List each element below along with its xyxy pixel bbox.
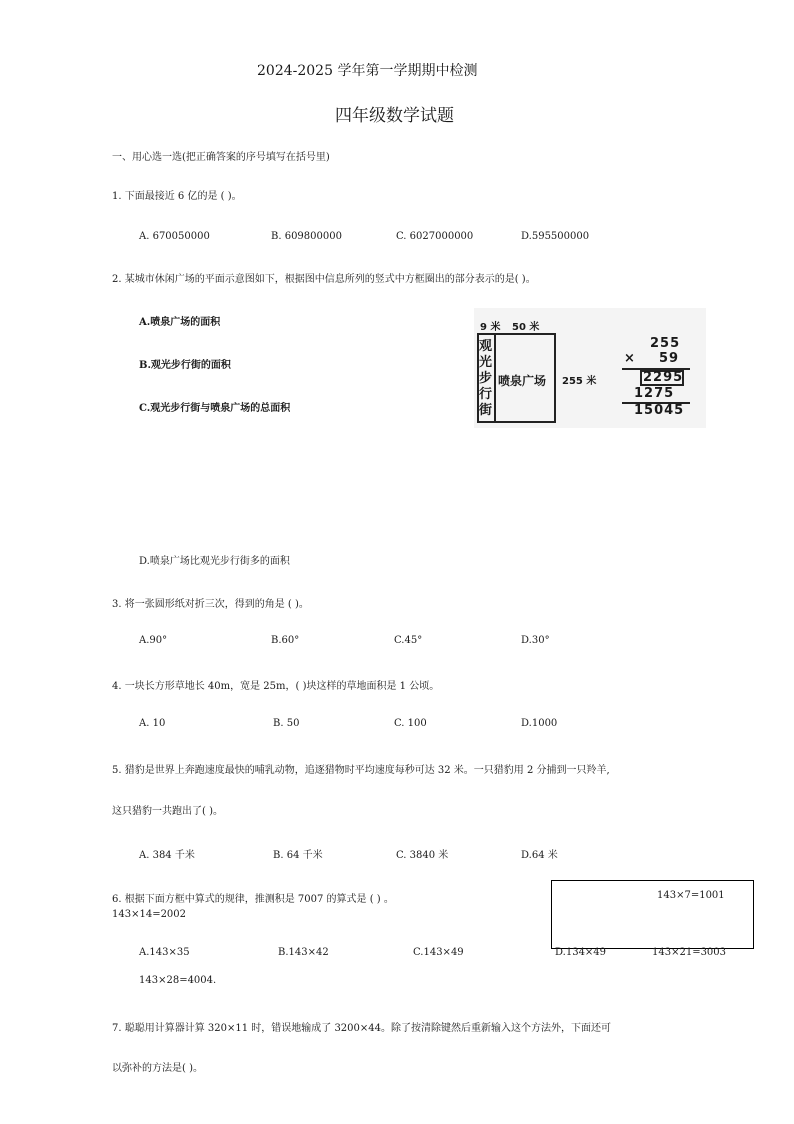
- calc-times-sign: ×: [624, 351, 635, 366]
- q6-option-b: B.143×42: [278, 947, 329, 958]
- q1-option-a: A. 670050000: [139, 231, 210, 242]
- q3-option-a: A.90°: [139, 635, 168, 646]
- section-heading: 一、用心选一选(把正确答案的序号填写在括号里): [112, 152, 330, 163]
- q3-stem: 3. 将一张圆形纸对折三次，得到的角是 ( )。: [112, 599, 309, 610]
- q4-stem: 4. 一块长方形草地长 40m，宽是 25m，( )块这样的草地面积是 1 公顷。: [112, 681, 440, 692]
- q1-option-d: D.595500000: [521, 231, 590, 242]
- street-divider: [494, 333, 496, 423]
- plaza-width-label: 50 米: [512, 322, 540, 333]
- q4-option-c: C. 100: [394, 718, 427, 729]
- street-char: 街: [479, 403, 493, 418]
- q6-option-d: D.134×49: [555, 947, 607, 958]
- q4-option-a: A. 10: [139, 718, 166, 729]
- street-width-label: 9 米: [480, 322, 501, 333]
- q7-stem-line2: 以弥补的方法是( )。: [112, 1063, 203, 1074]
- q1-option-b: B. 609800000: [271, 231, 342, 242]
- calc-multiplicand: 255: [650, 336, 681, 351]
- q2-stem: 2. 某城市休闲广场的平面示意图如下，根据图中信息所列的竖式中方框圈出的部分表示的是( )。: [112, 274, 536, 285]
- q5-option-c: C. 3840 米: [396, 850, 449, 861]
- calc-partial-1: 2295: [643, 370, 684, 385]
- q2-option-b: B.观光步行街的面积: [139, 360, 231, 371]
- q5-stem-line2: 这只猎豹一共跑出了( )。: [112, 806, 223, 817]
- q7-stem-line1: 7. 聪聪用计算器计算 320×11 时，错误地输成了 3200×44。除了按清除键然后重新输入这个方法外，下面还可: [112, 1023, 611, 1034]
- plaza-figure: [474, 308, 706, 428]
- calc-multiplier: 59: [659, 351, 680, 366]
- q5-option-d: D.64 米: [521, 850, 558, 861]
- q6-pattern-line2: 143×14=2002: [112, 909, 187, 920]
- q6-pattern-line3: 143×21=3003: [652, 947, 727, 958]
- q1-option-c: C. 6027000000: [396, 231, 474, 242]
- q4-option-b: B. 50: [273, 718, 300, 729]
- q6-pattern-line1: 143×7=1001: [657, 890, 725, 901]
- height-label: 255 米: [562, 376, 597, 387]
- street-char: 步: [479, 371, 493, 386]
- street-char: 观: [479, 339, 493, 354]
- q5-option-a: A. 384 千米: [139, 850, 195, 861]
- calc-partial-2: 1275: [634, 386, 675, 401]
- q3-option-c: C.45°: [394, 635, 423, 646]
- q2-option-d: D.喷泉广场比观光步行街多的面积: [139, 556, 290, 567]
- q6-stem: 6. 根据下面方框中算式的规律，推测积是 7007 的算式是 ( ) 。: [112, 894, 394, 905]
- street-label: [479, 339, 493, 419]
- q5-stem-line1: 5. 猎豹是世界上奔跑速度最快的哺乳动物，追逐猎物时平均速度每秒可达 32 米。一只猎豹用 2 分捕到一只羚羊,: [112, 765, 610, 776]
- q6-option-a: A.143×35: [139, 947, 190, 958]
- q4-option-d: D.1000: [521, 718, 558, 729]
- street-char: 光: [479, 355, 493, 370]
- q3-option-b: B.60°: [271, 635, 300, 646]
- q1-stem: 1. 下面最接近 6 亿的是 ( )。: [112, 191, 242, 202]
- q2-option-c: C.观光步行街与喷泉广场的总面积: [139, 403, 291, 414]
- q3-option-d: D.30°: [521, 635, 550, 646]
- q2-option-a: A.喷泉广场的面积: [139, 317, 221, 328]
- q6-pattern-line4: 143×28=4004.: [139, 975, 217, 986]
- q5-option-b: B. 64 千米: [273, 850, 323, 861]
- calc-result: 15045: [634, 403, 685, 418]
- q6-option-c: C.143×49: [413, 947, 464, 958]
- exam-title: 四年级数学试题: [335, 106, 454, 126]
- street-char: 行: [479, 387, 493, 402]
- plaza-label: 喷泉广场: [498, 374, 547, 388]
- exam-header-line1: 2024-2025 学年第一学期期中检测: [257, 63, 478, 79]
